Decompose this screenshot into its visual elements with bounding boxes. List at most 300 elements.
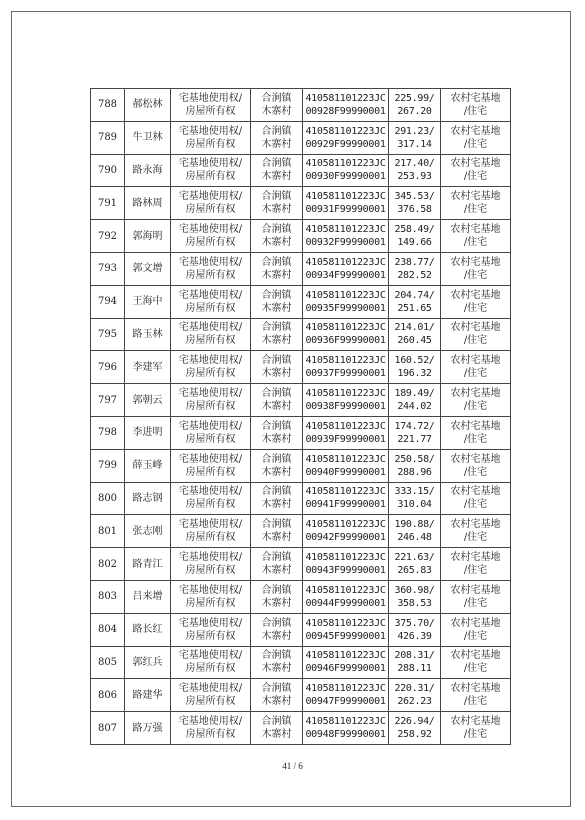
area-cell-line-1: 360.98/ [394, 584, 435, 596]
right-type-cell-line-2: 房屋所有权 [185, 532, 236, 544]
location-cell [251, 548, 303, 581]
location-cell-line-2: 木寨村 [261, 269, 292, 281]
right-type-cell-line-2: 房屋所有权 [185, 335, 236, 347]
location-cell-line-2: 木寨村 [261, 171, 292, 183]
owner-name-cell: 薛玉峰 [125, 449, 171, 482]
right-type-cell [171, 679, 251, 712]
right-type-cell [171, 580, 251, 613]
right-type-cell-line-2: 房屋所有权 [185, 433, 236, 445]
area-cell-line-1: 345.53/ [394, 191, 435, 203]
location-cell-line-2: 木寨村 [261, 729, 292, 741]
land-use-cell [441, 548, 511, 581]
owner-name-cell: 路玉林 [125, 318, 171, 351]
land-use-cell [441, 580, 511, 613]
right-type-cell-line-2: 房屋所有权 [185, 597, 236, 609]
location-cell [251, 351, 303, 384]
right-type-cell-line-1: 宅基地使用权/ [178, 519, 243, 531]
location-cell [251, 449, 303, 482]
parcel-code-cell-line-2: 00935F99990001 [305, 302, 386, 314]
table-row [91, 121, 511, 154]
area-cell-line-2: 358.53 [397, 597, 432, 609]
area-cell-line-1: 190.88/ [394, 519, 435, 531]
area-cell-line-1: 160.52/ [394, 355, 435, 367]
location-cell-line-1: 合涧镇 [261, 92, 292, 104]
area-cell-line-2: 317.14 [397, 138, 432, 150]
right-type-cell-line-2: 房屋所有权 [185, 368, 236, 380]
parcel-code-cell-line-1: 410581101223JC [305, 453, 386, 465]
location-cell [251, 712, 303, 745]
land-use-cell-line-2: /住宅 [463, 630, 488, 642]
land-use-cell-line-2: /住宅 [463, 204, 488, 216]
row-number-cell: 794 [91, 285, 125, 318]
area-cell-line-1: 238.77/ [394, 256, 435, 268]
parcel-code-cell-line-2: 00937F99990001 [305, 368, 386, 380]
area-cell-line-2: 246.48 [397, 532, 432, 544]
land-use-cell-line-1: 农村宅基地 [450, 453, 501, 465]
area-cell [389, 285, 441, 318]
land-use-cell-line-1: 农村宅基地 [450, 224, 501, 236]
parcel-code-cell [303, 515, 389, 548]
land-use-cell [441, 89, 511, 122]
location-cell [251, 252, 303, 285]
table-row [91, 285, 511, 318]
row-number-cell: 788 [91, 89, 125, 122]
right-type-cell-line-1: 宅基地使用权/ [178, 453, 243, 465]
land-use-cell-line-2: /住宅 [463, 302, 488, 314]
right-type-cell [171, 712, 251, 745]
location-cell-line-1: 合涧镇 [261, 322, 292, 334]
page-number: 41 / 6 [282, 761, 303, 771]
land-use-cell-line-1: 农村宅基地 [450, 617, 501, 629]
table-row [91, 252, 511, 285]
right-type-cell [171, 285, 251, 318]
area-cell [389, 679, 441, 712]
area-cell-line-1: 250.58/ [394, 453, 435, 465]
parcel-code-cell-line-1: 410581101223JC [305, 224, 386, 236]
area-cell [389, 646, 441, 679]
land-use-cell-line-1: 农村宅基地 [450, 191, 501, 203]
area-cell [389, 482, 441, 515]
parcel-code-cell [303, 285, 389, 318]
parcel-code-cell-line-1: 410581101223JC [305, 486, 386, 498]
right-type-cell-line-1: 宅基地使用权/ [178, 420, 243, 432]
land-use-cell [441, 351, 511, 384]
right-type-cell [171, 89, 251, 122]
right-type-cell-line-2: 房屋所有权 [185, 401, 236, 413]
table-row [91, 482, 511, 515]
area-cell-line-2: 288.11 [397, 663, 432, 675]
right-type-cell-line-2: 房屋所有权 [185, 466, 236, 478]
land-use-cell-line-2: /住宅 [463, 269, 488, 281]
table-row [91, 712, 511, 745]
owner-name-cell: 郭红兵 [125, 646, 171, 679]
table-row [91, 187, 511, 220]
parcel-code-cell-line-2: 00931F99990001 [305, 204, 386, 216]
parcel-code-cell [303, 384, 389, 417]
owner-name-cell: 路万强 [125, 712, 171, 745]
land-use-cell-line-2: /住宅 [463, 401, 488, 413]
area-cell-line-2: 258.92 [397, 729, 432, 741]
area-cell-line-2: 376.58 [397, 204, 432, 216]
parcel-code-cell-line-1: 410581101223JC [305, 289, 386, 301]
parcel-code-cell-line-2: 00947F99990001 [305, 696, 386, 708]
parcel-code-cell-line-1: 410581101223JC [305, 519, 386, 531]
table-row [91, 154, 511, 187]
right-type-cell [171, 416, 251, 449]
location-cell [251, 679, 303, 712]
location-cell-line-1: 合涧镇 [261, 289, 292, 301]
parcel-code-cell-line-1: 410581101223JC [305, 420, 386, 432]
location-cell-line-1: 合涧镇 [261, 453, 292, 465]
area-cell-line-2: 426.39 [397, 630, 432, 642]
area-cell-line-2: 149.66 [397, 237, 432, 249]
right-type-cell-line-1: 宅基地使用权/ [178, 683, 243, 695]
area-cell [389, 515, 441, 548]
right-type-cell-line-2: 房屋所有权 [185, 237, 236, 249]
right-type-cell-line-1: 宅基地使用权/ [178, 289, 243, 301]
area-cell [389, 613, 441, 646]
area-cell-line-1: 204.74/ [394, 289, 435, 301]
land-use-cell [441, 613, 511, 646]
owner-name-cell: 郝松林 [125, 89, 171, 122]
parcel-code-cell-line-1: 410581101223JC [305, 355, 386, 367]
location-cell-line-1: 合涧镇 [261, 158, 292, 170]
area-cell-line-1: 226.94/ [394, 716, 435, 728]
row-number-cell: 792 [91, 220, 125, 253]
row-number-cell: 791 [91, 187, 125, 220]
parcel-code-cell-line-2: 00948F99990001 [305, 729, 386, 741]
location-cell-line-1: 合涧镇 [261, 388, 292, 400]
area-cell-line-2: 244.02 [397, 401, 432, 413]
right-type-cell [171, 613, 251, 646]
parcel-code-cell-line-1: 410581101223JC [305, 716, 386, 728]
location-cell [251, 220, 303, 253]
parcel-code-cell-line-1: 410581101223JC [305, 125, 386, 137]
row-number-cell: 800 [91, 482, 125, 515]
parcel-code-cell-line-2: 00932F99990001 [305, 237, 386, 249]
parcel-code-cell [303, 220, 389, 253]
parcel-code-cell-line-1: 410581101223JC [305, 388, 386, 400]
owner-name-cell: 王海中 [125, 285, 171, 318]
land-use-cell-line-1: 农村宅基地 [450, 388, 501, 400]
area-cell-line-2: 262.23 [397, 696, 432, 708]
land-use-cell-line-2: /住宅 [463, 663, 488, 675]
right-type-cell-line-1: 宅基地使用权/ [178, 617, 243, 629]
land-use-cell-line-1: 农村宅基地 [450, 683, 501, 695]
table-body [91, 89, 511, 745]
area-cell-line-1: 208.31/ [394, 650, 435, 662]
parcel-code-cell [303, 613, 389, 646]
row-number-cell: 795 [91, 318, 125, 351]
location-cell-line-2: 木寨村 [261, 532, 292, 544]
area-cell-line-2: 310.04 [397, 499, 432, 511]
parcel-code-cell-line-2: 00944F99990001 [305, 597, 386, 609]
land-use-cell-line-2: /住宅 [463, 335, 488, 347]
right-type-cell-line-1: 宅基地使用权/ [178, 158, 243, 170]
right-type-cell [171, 220, 251, 253]
area-cell-line-2: 253.93 [397, 171, 432, 183]
right-type-cell-line-2: 房屋所有权 [185, 171, 236, 183]
area-cell-line-1: 333.15/ [394, 486, 435, 498]
area-cell-line-2: 260.45 [397, 335, 432, 347]
location-cell-line-1: 合涧镇 [261, 519, 292, 531]
table-row [91, 515, 511, 548]
parcel-code-cell [303, 679, 389, 712]
parcel-code-cell [303, 712, 389, 745]
parcel-code-cell-line-1: 410581101223JC [305, 552, 386, 564]
area-cell [389, 712, 441, 745]
parcel-code-cell-line-2: 00930F99990001 [305, 171, 386, 183]
area-cell [389, 384, 441, 417]
right-type-cell-line-1: 宅基地使用权/ [178, 716, 243, 728]
parcel-code-cell [303, 121, 389, 154]
parcel-code-cell-line-1: 410581101223JC [305, 322, 386, 334]
land-use-cell [441, 252, 511, 285]
land-use-cell [441, 679, 511, 712]
row-number-cell: 793 [91, 252, 125, 285]
location-cell-line-1: 合涧镇 [261, 256, 292, 268]
row-number-cell: 803 [91, 580, 125, 613]
right-type-cell [171, 384, 251, 417]
land-use-cell-line-1: 农村宅基地 [450, 584, 501, 596]
area-cell [389, 580, 441, 613]
area-cell-line-1: 174.72/ [394, 420, 435, 432]
location-cell [251, 515, 303, 548]
area-cell [389, 187, 441, 220]
area-cell-line-1: 214.01/ [394, 322, 435, 334]
location-cell-line-2: 木寨村 [261, 302, 292, 314]
area-cell-line-2: 267.20 [397, 105, 432, 117]
right-type-cell [171, 351, 251, 384]
area-cell [389, 449, 441, 482]
right-type-cell [171, 482, 251, 515]
land-use-cell-line-1: 农村宅基地 [450, 420, 501, 432]
owner-name-cell: 吕来增 [125, 580, 171, 613]
parcel-code-cell-line-2: 00934F99990001 [305, 269, 386, 281]
land-use-cell-line-2: /住宅 [463, 237, 488, 249]
location-cell [251, 187, 303, 220]
right-type-cell-line-2: 房屋所有权 [185, 138, 236, 150]
land-use-cell-line-1: 农村宅基地 [450, 256, 501, 268]
land-use-cell-line-1: 农村宅基地 [450, 486, 501, 498]
owner-name-cell: 路志钢 [125, 482, 171, 515]
location-cell-line-1: 合涧镇 [261, 650, 292, 662]
right-type-cell-line-2: 房屋所有权 [185, 729, 236, 741]
row-number-cell: 801 [91, 515, 125, 548]
location-cell-line-1: 合涧镇 [261, 486, 292, 498]
area-cell-line-1: 221.63/ [394, 552, 435, 564]
location-cell-line-1: 合涧镇 [261, 552, 292, 564]
row-number-cell: 799 [91, 449, 125, 482]
land-use-cell [441, 285, 511, 318]
land-use-cell-line-2: /住宅 [463, 499, 488, 511]
row-number-cell: 806 [91, 679, 125, 712]
right-type-cell-line-2: 房屋所有权 [185, 630, 236, 642]
parcel-code-cell-line-2: 00939F99990001 [305, 433, 386, 445]
parcel-code-cell-line-2: 00936F99990001 [305, 335, 386, 347]
land-use-cell-line-2: /住宅 [463, 565, 488, 577]
location-cell [251, 580, 303, 613]
land-use-cell [441, 154, 511, 187]
owner-name-cell: 张志刚 [125, 515, 171, 548]
parcel-code-cell [303, 548, 389, 581]
row-number-cell: 796 [91, 351, 125, 384]
parcel-code-cell-line-2: 00943F99990001 [305, 565, 386, 577]
land-use-cell [441, 318, 511, 351]
table-row [91, 580, 511, 613]
area-cell-line-1: 225.99/ [394, 92, 435, 104]
location-cell-line-1: 合涧镇 [261, 191, 292, 203]
area-cell [389, 252, 441, 285]
area-cell-line-1: 217.40/ [394, 158, 435, 170]
area-cell-line-1: 291.23/ [394, 125, 435, 137]
location-cell-line-2: 木寨村 [261, 466, 292, 478]
right-type-cell-line-2: 房屋所有权 [185, 499, 236, 511]
parcel-code-cell-line-2: 00929F99990001 [305, 138, 386, 150]
right-type-cell-line-1: 宅基地使用权/ [178, 92, 243, 104]
table-row [91, 449, 511, 482]
row-number-cell: 804 [91, 613, 125, 646]
land-use-cell-line-1: 农村宅基地 [450, 355, 501, 367]
parcel-code-cell [303, 154, 389, 187]
parcel-code-cell [303, 351, 389, 384]
right-type-cell-line-2: 房屋所有权 [185, 565, 236, 577]
parcel-code-cell-line-2: 00938F99990001 [305, 401, 386, 413]
location-cell-line-2: 木寨村 [261, 696, 292, 708]
area-cell [389, 416, 441, 449]
parcel-code-cell-line-1: 410581101223JC [305, 92, 386, 104]
right-type-cell-line-1: 宅基地使用权/ [178, 355, 243, 367]
right-type-cell-line-1: 宅基地使用权/ [178, 322, 243, 334]
parcel-code-cell [303, 482, 389, 515]
owner-name-cell: 路林周 [125, 187, 171, 220]
right-type-cell-line-2: 房屋所有权 [185, 105, 236, 117]
location-cell-line-2: 木寨村 [261, 597, 292, 609]
land-use-cell-line-1: 农村宅基地 [450, 552, 501, 564]
parcel-code-cell [303, 318, 389, 351]
location-cell-line-2: 木寨村 [261, 401, 292, 413]
location-cell-line-2: 木寨村 [261, 499, 292, 511]
owner-name-cell: 郭朝云 [125, 384, 171, 417]
location-cell [251, 154, 303, 187]
area-cell-line-2: 196.32 [397, 368, 432, 380]
parcel-code-cell-line-2: 00940F99990001 [305, 466, 386, 478]
parcel-code-cell-line-2: 00941F99990001 [305, 499, 386, 511]
right-type-cell-line-2: 房屋所有权 [185, 302, 236, 314]
land-use-cell [441, 220, 511, 253]
owner-name-cell: 李进明 [125, 416, 171, 449]
parcel-code-cell [303, 89, 389, 122]
location-cell-line-2: 木寨村 [261, 204, 292, 216]
row-number-cell: 807 [91, 712, 125, 745]
location-cell-line-1: 合涧镇 [261, 125, 292, 137]
parcel-code-cell-line-2: 00945F99990001 [305, 630, 386, 642]
land-use-cell [441, 416, 511, 449]
right-type-cell [171, 515, 251, 548]
right-type-cell-line-1: 宅基地使用权/ [178, 650, 243, 662]
area-cell [389, 154, 441, 187]
right-type-cell [171, 121, 251, 154]
right-type-cell-line-1: 宅基地使用权/ [178, 552, 243, 564]
land-use-cell-line-2: /住宅 [463, 105, 488, 117]
table-row [91, 548, 511, 581]
land-use-cell-line-1: 农村宅基地 [450, 716, 501, 728]
owner-name-cell: 郭海明 [125, 220, 171, 253]
table-row [91, 89, 511, 122]
right-type-cell-line-1: 宅基地使用权/ [178, 388, 243, 400]
row-number-cell: 798 [91, 416, 125, 449]
location-cell-line-1: 合涧镇 [261, 617, 292, 629]
table-row [91, 351, 511, 384]
right-type-cell [171, 318, 251, 351]
land-use-cell [441, 449, 511, 482]
area-cell [389, 351, 441, 384]
location-cell [251, 482, 303, 515]
area-cell-line-1: 375.70/ [394, 617, 435, 629]
area-cell-line-2: 221.77 [397, 433, 432, 445]
land-use-cell [441, 646, 511, 679]
area-cell-line-1: 258.49/ [394, 224, 435, 236]
table-row [91, 646, 511, 679]
location-cell-line-2: 木寨村 [261, 105, 292, 117]
parcel-code-cell [303, 416, 389, 449]
location-cell-line-2: 木寨村 [261, 433, 292, 445]
right-type-cell-line-1: 宅基地使用权/ [178, 486, 243, 498]
owner-name-cell: 路青江 [125, 548, 171, 581]
row-number-cell: 797 [91, 384, 125, 417]
location-cell-line-1: 合涧镇 [261, 584, 292, 596]
right-type-cell [171, 187, 251, 220]
land-use-cell-line-2: /住宅 [463, 138, 488, 150]
land-use-cell-line-2: /住宅 [463, 368, 488, 380]
location-cell-line-1: 合涧镇 [261, 355, 292, 367]
land-use-cell-line-2: /住宅 [463, 466, 488, 478]
location-cell [251, 384, 303, 417]
right-type-cell-line-1: 宅基地使用权/ [178, 125, 243, 137]
location-cell-line-2: 木寨村 [261, 138, 292, 150]
parcel-code-cell-line-1: 410581101223JC [305, 191, 386, 203]
parcel-code-cell-line-1: 410581101223JC [305, 158, 386, 170]
location-cell [251, 416, 303, 449]
land-use-cell [441, 121, 511, 154]
right-type-cell [171, 154, 251, 187]
area-cell-line-2: 251.65 [397, 302, 432, 314]
row-number-cell: 805 [91, 646, 125, 679]
location-cell-line-2: 木寨村 [261, 565, 292, 577]
right-type-cell-line-1: 宅基地使用权/ [178, 584, 243, 596]
parcel-code-cell [303, 449, 389, 482]
right-type-cell-line-1: 宅基地使用权/ [178, 224, 243, 236]
location-cell [251, 318, 303, 351]
area-cell [389, 548, 441, 581]
land-use-cell-line-2: /住宅 [463, 597, 488, 609]
right-type-cell [171, 449, 251, 482]
owner-name-cell: 李建军 [125, 351, 171, 384]
parcel-code-cell-line-1: 410581101223JC [305, 683, 386, 695]
table-row [91, 679, 511, 712]
owner-name-cell: 路永海 [125, 154, 171, 187]
location-cell [251, 285, 303, 318]
land-use-cell [441, 187, 511, 220]
land-use-cell-line-2: /住宅 [463, 696, 488, 708]
parcel-code-cell-line-2: 00946F99990001 [305, 663, 386, 675]
row-number-cell: 790 [91, 154, 125, 187]
location-cell [251, 613, 303, 646]
land-use-cell-line-2: /住宅 [463, 729, 488, 741]
land-use-cell [441, 482, 511, 515]
area-cell [389, 121, 441, 154]
location-cell-line-1: 合涧镇 [261, 716, 292, 728]
